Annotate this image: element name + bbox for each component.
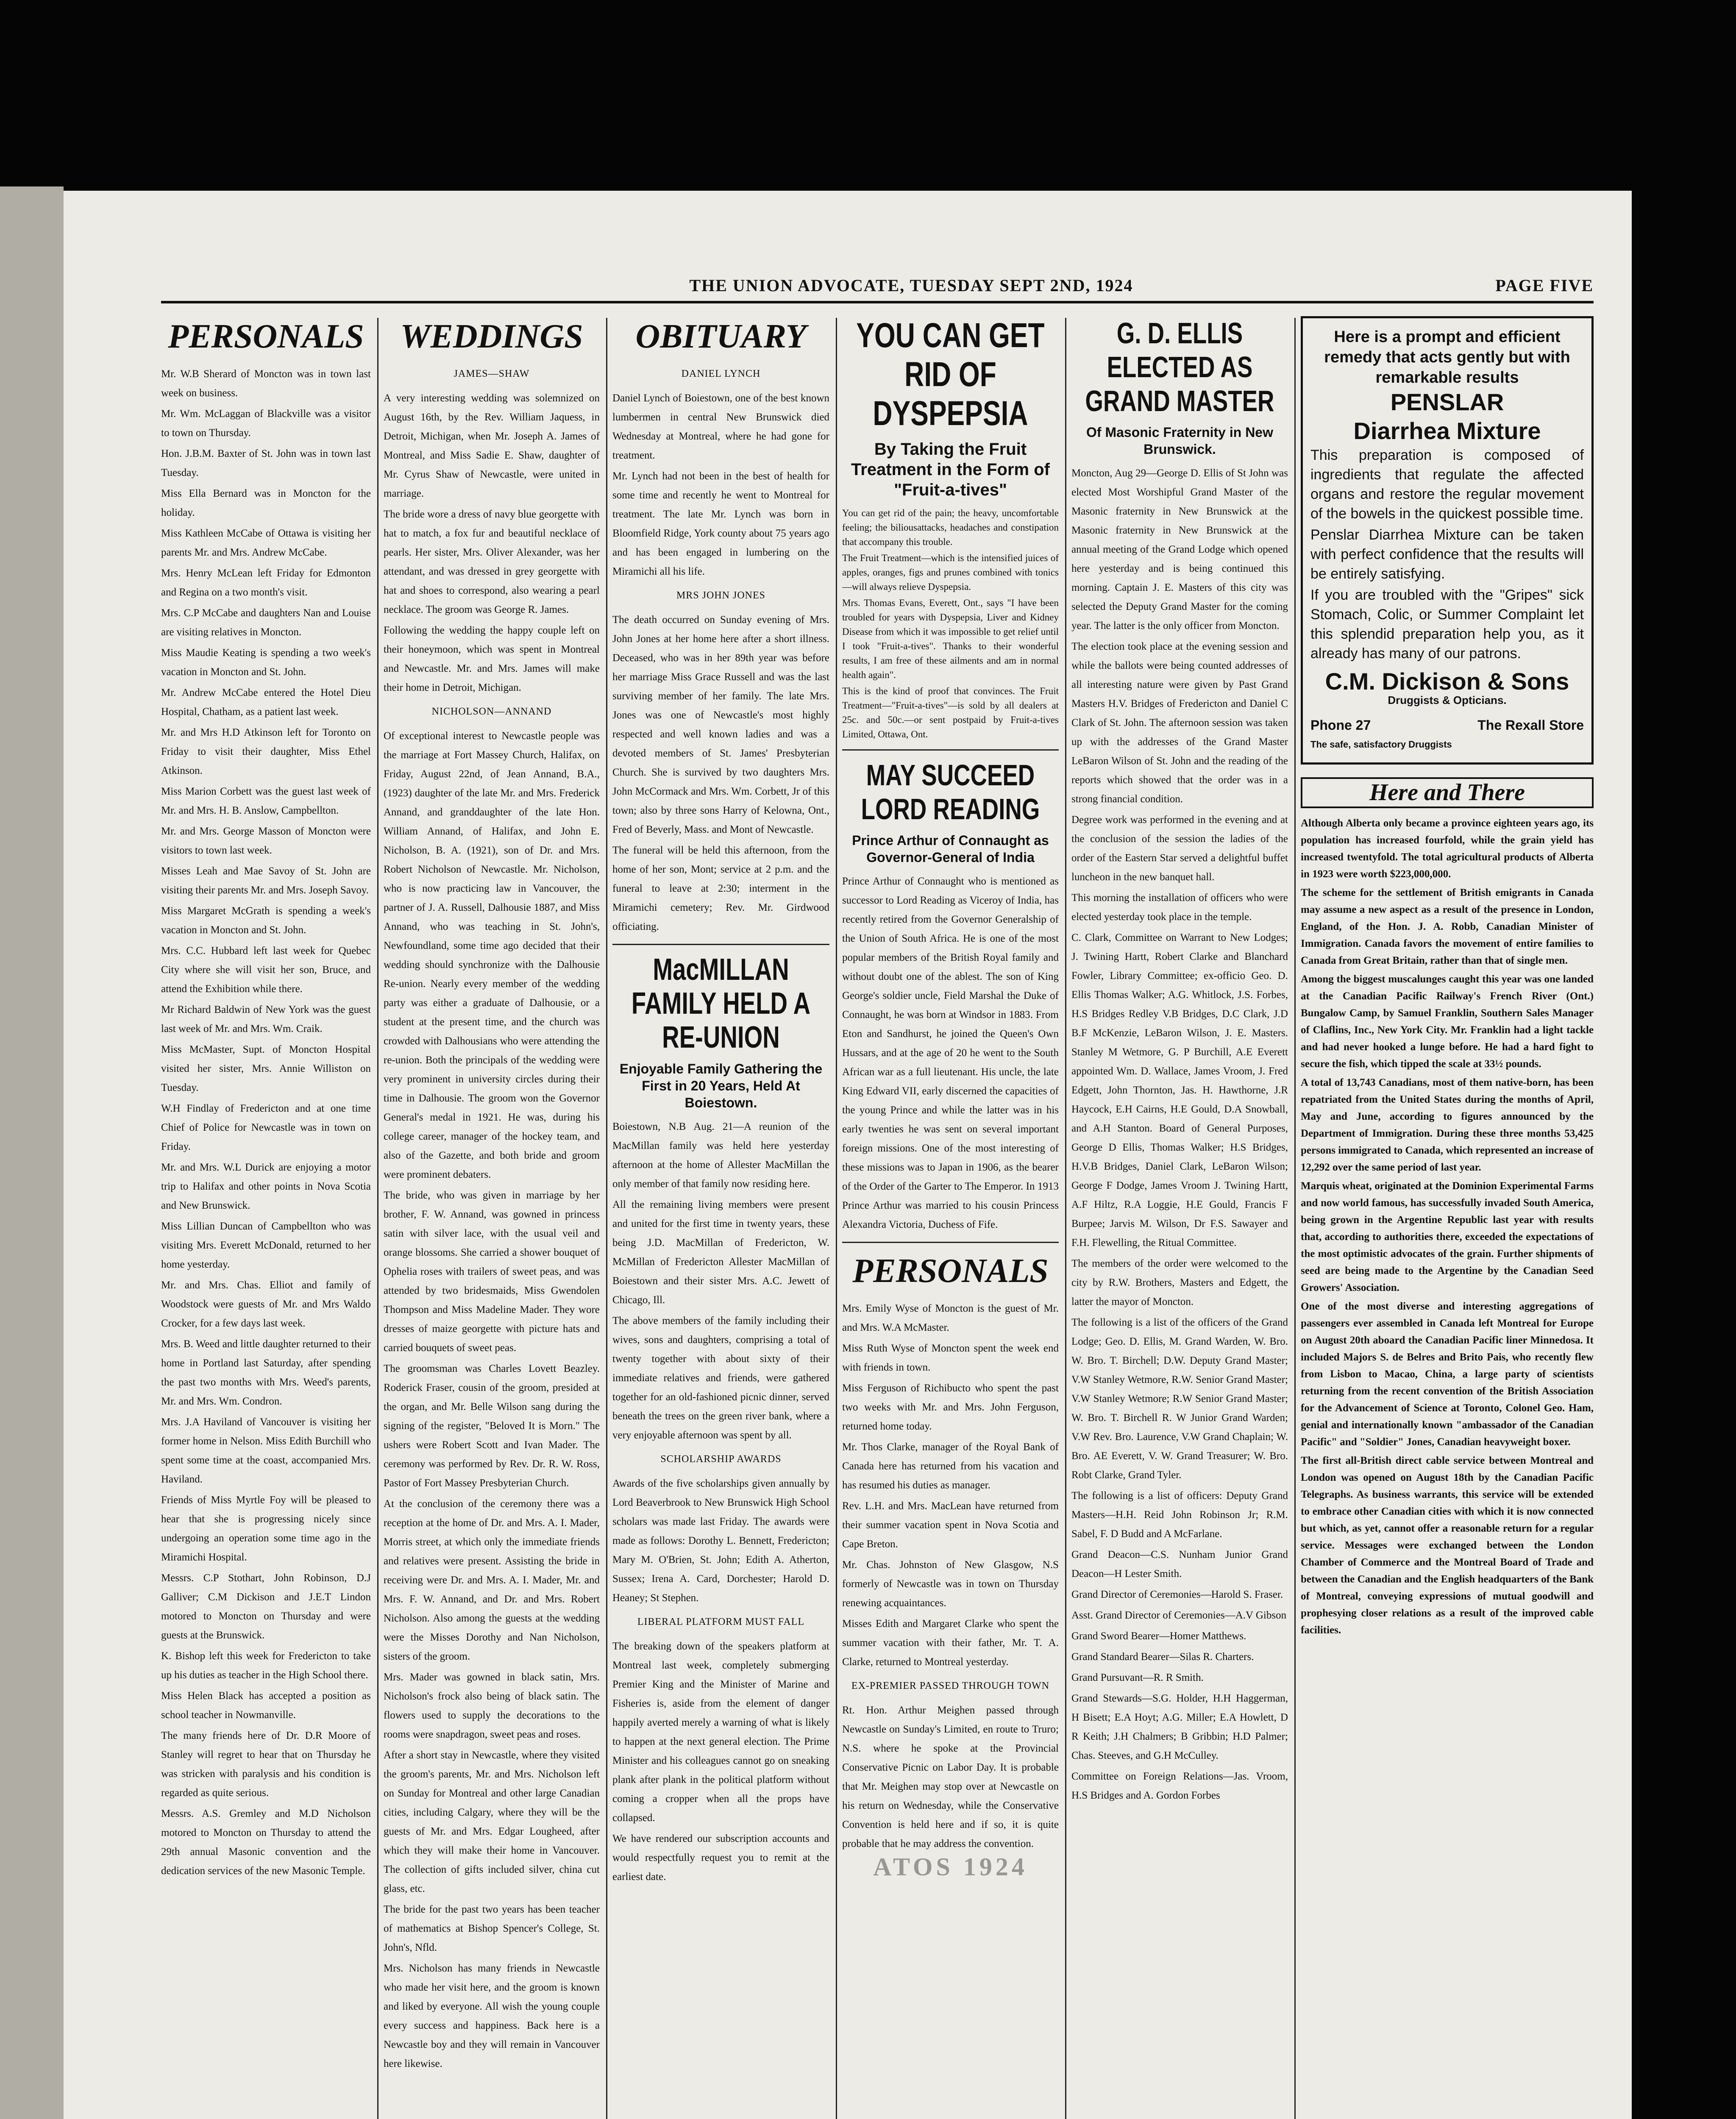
personal-item: Miss Lillian Duncan of Campbellton who was visiting Mrs. Everett McDonald, returned to her home yesterday. — [161, 1221, 371, 1270]
personal-item: Mrs. C.P McCabe and daughters Nan and Louise are visiting relatives in Moncton. — [161, 607, 371, 638]
ad-body: Penslar Diarrhea Mixture can be taken with perfect confidence that the results will be entirely satisfying. — [1310, 527, 1584, 582]
obituary-paragraph: Mr. Lynch had not been in the best of health for some time and recently he went to Montreal for treatment. The late Mr. Lynch was born in Bloomfield Ridge, York county about 75 years ago and has been engaged in lumbering on the Miramichi all his life. — [612, 470, 829, 577]
column-divider — [836, 318, 837, 2119]
dyspepsia-paragraph: Mrs. Thomas Evans, Everett, Ont., says "I have been troubled for years with Dyspepsia, Liver and Kidney Disease from which it was impossible to get relief until I took "Fruit-a-tives". Thanks to their wonderful results, I am free of these ailments and am in normal health again". — [842, 598, 1059, 680]
personals-list — [161, 364, 371, 1880]
wedding-paragraph: The bride, who was given in marriage by her brother, F. W. Annand, was gowned in princess satin with silver lace, with the usual veil and orange blossoms. She carried a shower bouquet of Ophelia roses with trailers of sweet peas, and was attended by two bridesmaids, Miss Gwendolen Thompson and Miss Madeline Mader. They wore dresses of maize georgette with picture hats and carried bouquets of sweet peas. — [384, 1190, 600, 1354]
grandmaster-story — [1071, 464, 1288, 1805]
personal-item: Miss Maudie Keating is spending a two week's vacation in Moncton and St. John. — [161, 647, 371, 678]
personal-item: K. Bishop left this week for Fredericton to take up his duties as teacher in the High School there. — [161, 1650, 371, 1681]
grandmaster-paragraph: This morning the installation of officers who were elected yesterday took place in the temple. — [1071, 892, 1288, 923]
grandmaster-paragraph: The members of the order were welcomed to the city by R.W. Brothers, Masters and Edgett, the latter the mayor of Moncton. — [1071, 1258, 1288, 1307]
here-there-heading: Here and There — [1301, 777, 1594, 808]
personal-item: Misses Edith and Margaret Clarke who spent the summer vacation with their father, Mr. T. A. Clarke, returned to Montreal yesterday. — [842, 1618, 1059, 1668]
wedding-paragraph: After a short stay in Newcastle, where they visited the groom's parents, Mr. and Mrs. Nicholson left on Sunday for Montreal and other large Canadian cities, including Calgary, where they will be the guests of Mr. and Mrs. Edgar Lougheed, after which they will make their home in Vancouver. The collection of gifts included silver, china cut glass, etc. — [384, 1749, 600, 1894]
obituary-paragraph: Daniel Lynch of Boiestown, one of the best known lumbermen in central New Brunswick died Wednesday at Montreal, where he had gone for treatment. — [612, 392, 829, 461]
platform-story — [612, 1637, 829, 1827]
grandmaster-paragraph: Grand Stewards—S.G. Holder, H.H Haggerman, H Bisett; E.A Hoyt; A.G. Miller; E.A Howlett, D R Keith; J.H Chalmers; B Gribbin; H.D Palmer; Chas. Steeves, and G.H McCulley. — [1071, 1693, 1288, 1761]
wedding-paragraph: The groomsman was Charles Lovett Beazley. Roderick Fraser, cousin of the groom, presided at the organ, and Mr. Belle Wilson sang during the signing of the register, "Beloved It is Morn." The ushers were Robert Scott and Ivan Mader. The ceremony was performed by Rev. Dr. R. W. Ross, Pastor of Fort Massey Presbyterian Church. — [384, 1363, 600, 1489]
personals2-heading: PERSONALS — [852, 1252, 1049, 1290]
obituary-subhead: DANIEL LYNCH — [681, 368, 761, 379]
scholarship-story — [612, 1474, 829, 1607]
reading-headline: MAY SUCCEED LORD READING — [861, 759, 1040, 826]
dyspepsia-deck: By Taking the Fruit Treatment in the Form of "Fruit-a-tives" — [851, 440, 1050, 499]
personal-item: Mr. Thos Clarke, manager of the Royal Bank of Canada here has returned from his vacation and has resumed his duties as manager. — [842, 1441, 1059, 1491]
grandmaster-paragraph: The election took place at the evening session and while the ballots were being counted addresses of all interesting nature were given by Past Grand Masters H.V. Bridges of Fredericton and Daniel C Clark of St. John. The afternoon session was taken up with the addresses of the Grand Master LeBaron Wilson of St. John and the reading of the reports which showed that the order was in a strong financial condition. — [1071, 641, 1288, 805]
grandmaster-paragraph: Grand Standard Bearer—Silas R. Charters. — [1071, 1651, 1254, 1663]
dyspepsia-paragraph: This is the kind of proof that convinces. The Fruit Treatment—"Fruit-a-tives"—is sold by all dealers at 25c. and 50c.—or sent postpaid by Fruit-a-tives Limited, Ottawa, Ont. — [842, 686, 1059, 740]
personal-item: Mrs. Emily Wyse of Moncton is the guest of Mr. and Mrs. W.A McMaster. — [842, 1303, 1059, 1333]
obituary-story — [612, 389, 829, 581]
newspaper-page — [64, 191, 1632, 2119]
here-there-paragraph: A total of 13,743 Canadians, most of them native-born, has been repatriated from the United States during the months of April, May and June, according to figures announced by the Department of Immigration. During these three months 53,425 persons immigrated to Canada, which represented an increase of 12,292 over the same period of last year. — [1301, 1077, 1594, 1173]
wedding-paragraph: The bride wore a dress of navy blue georgette with hat to match, a fox fur and beautiful necklace of pearls. Her sister, Mrs. Oliver Alexander, was her attendant, and was dressed in grey georgette with hat and shoes to correspond, also wearing a pearl necklace. The groom was George R. James. — [384, 509, 600, 615]
ad-intro: Here is a prompt and efficient remedy that acts gently but with remarkable results — [1324, 328, 1570, 387]
column-obituary — [612, 316, 829, 2119]
reunion-story — [612, 1117, 829, 1445]
personal-item: Mr. and Mrs H.D Atkinson left for Toronto on Friday to visit their daughter, Miss Ethel Atkinson. — [161, 727, 371, 776]
wedding-subhead: NICHOLSON—ANNAND — [431, 706, 552, 717]
personal-item: Messrs. A.S. Gremley and M.D Nicholson motored to Moncton on Thursday to attend the 29th annual Masonic convention and the dedication services of the new Masonic Temple. — [161, 1808, 371, 1877]
personal-item: Miss Ella Bernard was in Moncton for the holiday. — [161, 488, 371, 518]
grandmaster-deck: Of Masonic Fraternity in New Brunswick. — [1086, 425, 1273, 457]
ad-footer — [1310, 716, 1584, 735]
here-there-paragraph: Among the biggest muscalunges caught this year was one landed at the Canadian Pacific Railway's French River (Ont.) Bungalow Camp, by Samuel Franklin, Southern Sales Manager of Claflins, Inc., New York City. Mr. Franklin had a light tackle and had never hooked a lunge before. He had a hard fight to secure the fish, which tipped the scale at 33½ pounds. — [1301, 973, 1594, 1070]
personal-item: Miss Ruth Wyse of Moncton spent the week end with friends in town. — [842, 1343, 1059, 1373]
penslar-ad — [1301, 316, 1594, 765]
ad-product: Diarrhea Mixture — [1353, 417, 1541, 444]
premier-story — [842, 1701, 1059, 1853]
reunion-deck: Enjoyable Family Gathering the First in 20 Years, Held At Boiestown. — [619, 1061, 823, 1110]
grandmaster-headline: G. D. ELLIS ELECTED AS GRAND MASTER — [1085, 317, 1274, 417]
personal-item: Mr. Wm. McLaggan of Blackville was a visitor to town on Thursday. — [161, 408, 371, 439]
wedding-story — [384, 389, 600, 697]
grandmaster-paragraph: Committee on Foreign Relations—Jas. Vroom, H.S Bridges and A. Gordon Forbes — [1071, 1771, 1288, 1801]
personal-item: Mrs. C.C. Hubbard left last week for Quebec City where she will visit her son, Bruce, and attend the Exhibition while there. — [161, 945, 371, 995]
divider-line — [842, 1242, 1059, 1243]
wedding-paragraph: Following the wedding the happy couple left on their honeymoon, which was spent in Montreal and Newcastle. Mr. and Mrs. James will make their home in Detroit, Michigan. — [384, 625, 600, 693]
personal-item: Miss Helen Black has accepted a position as school teacher in Nowmanville. — [161, 1690, 371, 1721]
grandmaster-paragraph: Grand Deacon—C.S. Nunham Junior Grand Deacon—H Lester Smith. — [1071, 1549, 1288, 1580]
reading-story — [842, 872, 1059, 1234]
personal-item: Miss Marion Corbett was the guest last week of Mr. and Mrs. H. B. Anslow, Campbellton. — [161, 786, 371, 816]
grandmaster-paragraph: Grand Sword Bearer—Homer Matthews. — [1071, 1630, 1246, 1642]
personal-item: Mr Richard Baldwin of New York was the guest last week of Mr. and Mrs. Wm. Craik. — [161, 1004, 371, 1034]
reunion-paragraph: All the remaining living members were present and united for the first time in twenty years, these being J.D. MacMillan of Fredericton, W. McMillan of Fredericton Allester MacMillan of Boiestown and their sister Mrs. A.C. Jewett of Chicago, Ill. — [612, 1199, 829, 1306]
personal-item: Mrs. Henry McLean left Friday for Edmonton and Regina on a two month's visit. — [161, 567, 371, 598]
obituary-story — [612, 610, 829, 936]
ink-stamp: ATOS 1924 — [873, 1853, 1028, 1881]
grandmaster-paragraph: Grand Director of Ceremonies—Harold S. Fraser. — [1071, 1589, 1283, 1600]
column-weddings — [384, 316, 600, 2119]
page-header — [161, 275, 1594, 301]
here-there-paragraph: One of the most diverse and interesting aggregations of passengers ever assembled in Canada left Montreal for Europe on August 20th aboard the Canadian Pacific liner Minnedosa. It included Majors S. de Belres and Brito Pais, who recently flew from Lisbon to Macao, China, a large party of scientists returning from the recent convention of the British Association for the Advancement of Science at Toronto, Colonel Geo. Ham, genial and internationally known "ambassador of the Canadian Pacific" and "Soldier" Jones, Canadian heavyweight boxer. — [1301, 1301, 1594, 1448]
personal-item: Misses Leah and Mae Savoy of St. John are visiting their parents Mr. and Mrs. Joseph Savoy. — [161, 865, 371, 896]
subscription-paragraph: We have rendered our subscription accounts and would respectfully request you to remit at the earliest date. — [612, 1833, 829, 1883]
column-six — [1301, 316, 1594, 2119]
column-divider — [606, 318, 607, 2119]
reunion-paragraph: Boiestown, N.B Aug. 21—A reunion of the MacMillan family was held here yesterday afternoon at the home of Allester MacMillan the only member of that family now residing here. — [612, 1121, 829, 1190]
dyspepsia-paragraph: The Fruit Treatment—which is the intensified juices of apples, oranges, figs and prunes combined with tonics—will always relieve Dyspepsia. — [842, 553, 1059, 592]
personal-item: Mr. Chas. Johnston of New Glasgow, N.S formerly of Newcastle was in town on Thursday renewing acquaintances. — [842, 1559, 1059, 1609]
personal-item: Rev. L.H. and Mrs. MacLean have returned from their summer vacation spent in Nova Scotia and Cape Breton. — [842, 1500, 1059, 1550]
grandmaster-paragraph: C. Clark, Committee on Warrant to New Lodges; J. Twining Hartt, Robert Clarke and Blanchard Fowler, Library Committee; ex-officio Geo. D. Ellis Thomas Walker; A.G. Whitlock, J.S. Forbes, H.S Bridges Redley V.B Bridges, D.C Clark, J.D B.F McKenzie, LeBaron Wilson, J. E. Masters. Stanley M Wetmore, G. P Burchill, A.E Everett appointed Wm. D. Wallace, James Vroom, J. Fred Edgett, John Thornton, Jas. H. Hawthorne, J.R Haycock, E.H Cairns, H.E Gould, D.A Snowball, and A.H Stanton. Board of General Purposes, George D Ellis, Thomas Walker; H.S Bridges, H.V.B Bridges, Daniel Clark, LeBaron Wilson; George F Dodge, James Vroom J. Twining Hartt, A.F Hiltz, R.A Loggie, H.E Gould, Francis F Burpee; Jarvis M. Wilson, Dr F.S. Sawayer and F.H. Flewelling, the Ritual Committee. — [1071, 932, 1288, 1249]
platform-paragraph: The breaking down of the speakers platform at Montreal last week, completely submerging Premier King and the Minister of Marine and Fisheries is, aside from the element of danger happily averted merely a warning of what is likely to happen at the next general election. The Prime Minister and his colleagues cannot go on sneaking plank after plank in the political platform without coming a cropper when all the props have collapsed. — [612, 1641, 829, 1824]
ad-body: If you are troubled with the "Gripes" sick Stomach, Colic, or Summer Complaint let this splendid preparation help you, as it already has many of our patrons. — [1310, 587, 1584, 662]
personals2-list — [842, 1299, 1059, 1671]
divider-line — [612, 944, 829, 945]
ad-body: This preparation is composed of ingredients that regulate the affected organs and restore the regular movement of the bowels in the quickest possible time. — [1310, 447, 1584, 522]
reading-paragraph: Prince Arthur of Connaught who is mentioned as successor to Lord Reading as Viceroy of India, has recently retired from the Governor Generalship of the Union of South Africa. He is one of the most popular members of the British Royal family and without doubt one of the ablest. The son of King George's soldier uncle, Field Marshal the Duke of Connaught, he was born at Windsor in 1883. From Eton and Sandhurst, he joined the Queen's Own Hussars, and at the age of 20 he went to the South African war as a full lieutenant. His uncle, the late King Edward VII, early discerned the capacities of the young Prince and while the latter was in his early twenties he was sent on several important foreign missions. One of the most interesting of these missions was to Japan in 1906, as the bearer of the Order of the Garter to The Emperor. In 1913 Prince Arthur was married to his cousin Princess Alexandra Victoria, Duchess of Fife. — [842, 876, 1059, 1230]
here-there-paragraph: Marquis wheat, originated at the Dominion Experimental Farms and now world famous, has successfully invaded South America, being grown in the Argentine Republic last year with results that, according to authorities there, exceeded the expectations of the most optimistic advocates of the grain. Further shipments of seed are being made to the Argentine by the Canadian Seed Growers' Association. — [1301, 1180, 1594, 1293]
header-rule — [161, 301, 1594, 303]
divider-line — [842, 749, 1059, 751]
personal-item: Miss Ferguson of Richibucto who spent the past two weeks with Mr. and Mrs. John Ferguson, returned home today. — [842, 1382, 1059, 1432]
personal-item: Messrs. C.P Stothart, John Robinson, D.J Galliver; C.M Dickison and J.E.T Lindon motored to Moncton on Thursday and were guests at the Brunswick. — [161, 1572, 371, 1641]
ad-seller: C.M. Dickison & Sons — [1325, 668, 1569, 695]
grandmaster-paragraph: Grand Pursuvant—R. R Smith. — [1071, 1672, 1204, 1683]
grandmaster-paragraph: Moncton, Aug 29—George D. Ellis of St John was elected Most Worshipful Grand Master of the Masonic fraternity in New Brunswick at the Masonic fraternity in New Brunswick at the annual meeting of the Grand Lodge which opened here yesterday and is being continued this morning. Captain J. E. Masters of this city was selected the Deputy Grand Master for the coming year. The latter is the only officer from Moncton. — [1071, 467, 1288, 631]
personal-item: Mr. W.B Sherard of Moncton was in town last week on business. — [161, 368, 371, 399]
scholarship-subhead: SCHOLARSHIP AWARDS — [660, 1454, 782, 1465]
column-divider — [1065, 318, 1066, 2119]
reunion-headline: MacMILLAN FAMILY HELD A RE-UNION — [631, 953, 811, 1054]
grandmaster-paragraph: Asst. Grand Director of Ceremonies—A.V Gibson — [1071, 1610, 1287, 1621]
obituary-paragraph: The death occurred on Sunday evening of Mrs. John Jones at her home here after a short illness. Deceased, who was in her 89th year was before her marriage Miss Grace Russell and was the last surviving member of her family. The late Mrs. Jones was one of Newcastle's most highly respected and well known ladies and was a devoted members of St. James' Presbyterian Church. She is survived by two daughters Mrs. John McCormack and Mrs. Wm. Corbett, Jr of this town; also by three sons Harry of Kelowna, Ont., Fred of Beverly, Mass. and Mont of Newcastle. — [612, 614, 829, 835]
masthead: THE UNION ADVOCATE, TUESDAY SEPT 2ND, 1924 — [689, 276, 1133, 295]
obituary-subhead: MRS JOHN JONES — [676, 590, 766, 601]
obituary-paragraph: The funeral will be held this afternoon, from the home of her son, Mont; service at 2 p.m. and the funeral to leave at 2:30; interment in the Miramichi cemetery; Rev. Mr. Girdwood officiating. — [612, 845, 829, 932]
column-divider — [377, 318, 378, 2119]
ad-store: The Rexall Store — [1477, 717, 1584, 733]
here-there-paragraph: The scheme for the settlement of British emigrants in Canada may assume a new aspect as a result of the presence in London, England, of the Hon. J. A. Robb, Canadian Minister of Immigration. Canada favors the movement of entire families to Canada from Great Britain, rather than that of single men. — [1301, 887, 1594, 966]
column-grandmaster — [1071, 316, 1288, 2119]
wedding-paragraph: Mrs. Mader was gowned in black satin, Mrs. Nicholson's frock also being of black satin. The flowers used to supply the decorations to the rooms were snapdragon, sweet peas and roses. — [384, 1671, 600, 1740]
dyspepsia-body — [842, 506, 1059, 742]
ad-brand: PENSLAR — [1390, 389, 1504, 415]
personals-heading: PERSONALS — [168, 318, 364, 355]
scan-edge — [0, 186, 64, 2119]
column-four — [842, 316, 1059, 2119]
wedding-paragraph: The bride for the past two years has been teacher of mathematics at Bishop Spencer's College, St. John's, Nfld. — [384, 1904, 600, 1953]
personal-item: Mrs. J.A Haviland of Vancouver is visiting her former home in Nelson. Miss Edith Burchill who spent some time at the coast, accompanied Mrs. Haviland. — [161, 1416, 371, 1485]
scholarship-paragraph: Awards of the five scholarships given annually by Lord Beaverbrook to New Brunswick High School scholars was made last Friday. The awards were made as follows: Dorothy L. Bennett, Fredericton; Mary M. O'Brien, St. John; Edith A. Atherton, Sussex; Irena A. Card, Dorchester; Harold D. Heaney; St Stephen. — [612, 1478, 829, 1604]
grandmaster-paragraph: The following is a list of officers: Deputy Grand Masters—H.H. Reid John Robinson Jr; R.M. Sabel, F. D Budd and A McFarlane. — [1071, 1490, 1288, 1540]
here-there-body — [1301, 815, 1594, 1639]
column-divider — [1294, 318, 1296, 2119]
wedding-paragraph: Mrs. Nicholson has many friends in Newcastle who made her visit here, and the groom is known and liked by everyone. All wish the young couple every success and happiness. Back here is a Newcastle boy and they will remain in Vancouver here likewise. — [384, 1963, 600, 2069]
ad-tagline: The safe, satisfactory Druggists — [1310, 739, 1452, 750]
personal-item: The many friends here of Dr. D.R Moore of Stanley will regret to hear that on Thursday he was stricken with paralysis and his condition is regarded as quite serious. — [161, 1730, 371, 1799]
personal-item: W.H Findlay of Fredericton and at one time Chief of Police for Newcastle was in town on Friday. — [161, 1103, 371, 1152]
platform-subhead: LIBERAL PLATFORM MUST FALL — [637, 1616, 805, 1627]
personal-item: Mr. and Mrs. Chas. Elliot and family of Woodstock were guests of Mr. and Mrs Waldo Crocker, for a few days last week. — [161, 1279, 371, 1329]
personal-item: Friends of Miss Myrtle Foy will be pleased to hear that she is progressing nicely since undergoing an operation some time ago in the Miramichi Hospital. — [161, 1494, 371, 1563]
wedding-paragraph: A very interesting wedding was solemnized on August 16th, by the Rev. William Jaquess, in Detroit, Michigan, when Mr. Joseph A. James of Montreal, and Miss Sadie E. Shaw, daughter of Mr. Cyrus Shaw of Newcastle, were united in marriage. — [384, 392, 600, 499]
personal-item: Mr. and Mrs. W.L Durick are enjoying a motor trip to Halifax and other points in Nova Scotia and New Brunswick. — [161, 1162, 371, 1211]
wedding-subhead: JAMES—SHAW — [453, 368, 530, 379]
personal-item: Hon. J.B.M. Baxter of St. John was in town last Tuesday. — [161, 448, 371, 478]
subscription-notice — [612, 1829, 829, 1886]
ad-seller-sub: Druggists & Opticians. — [1388, 694, 1507, 706]
personal-item: Mr. Andrew McCabe entered the Hotel Dieu Hospital, Chatham, as a patient last week. — [161, 687, 371, 717]
wedding-paragraph: At the conclusion of the ceremony there was a reception at the home of Dr. and Mrs. A. I. Mader, Morris street, at which only the immediate friends and relatives were present. Assisting the bride in receiving were Dr. and Mrs. A. I. Mader, Mr. and Mrs. F. W. Annand, and Dr. and Mrs. Robert Nicholson. Also among the guests at the wedding were the Misses Dorothy and Nan Nicholson, sisters of the groom. — [384, 1498, 600, 1662]
column-personals — [161, 316, 371, 2119]
ad-phone: Phone 27 — [1310, 717, 1371, 733]
wedding-paragraph: Of exceptional interest to Newcastle people was the marriage at Fort Massey Church, Halifax, on Friday, August 22nd, of Jean Annand, B.A., (1923) daughter of the late Mr. and Mrs. Frederick Annand, and granddaughter of the late Hon. William Annand, of Halifax, and John E. Nicholson, B. A. (1921), son of Dr. and Mrs. Robert Nicholson of Newcastle. Mr. Nicholson, who is now practicing law in Vancouver, the partner of J. A. Russell, Dalhousie 1887, and Miss Annand, who was teaching in St. John's, Newfoundland, some time ago decided that their wedding should synchronize with the Dalhousie Re-union. Nearly every member of the wedding party was either a graduate of Dalhousie, or a student at the present time, and the church was crowded with Dalhousians who were attending the re-union. Both the principals of the wedding were very prominent in university circles during their time in Dalhousie. The groom won the Governor General's medal in 1921. He was, during his college career, manager of the hockey team, and also of the Gazette, and both bride and groom were prominent debaters. — [384, 730, 600, 1180]
here-there-paragraph: Although Alberta only became a province eighteen years ago, its population has increased fourfold, while the grain yield has increased twentyfold. The total agricultural products of Alberta in 1923 were worth $223,000,000. — [1301, 818, 1594, 880]
reunion-paragraph: The above members of the family including their wives, sons and daughters, comprising a total of twenty together with about sixty of their immediate relatives and friends, were gathered together for an old-fashioned picnic dinner, served beneath the trees on the green river bank, where a very enjoyable afternoon was spent by all. — [612, 1315, 829, 1441]
reading-deck: Prince Arthur of Connaught as Governor-General of India — [852, 833, 1049, 865]
dyspepsia-headline: YOU CAN GET RID OF DYSPEPSIA — [856, 316, 1045, 433]
personal-item: Mr. and Mrs. George Masson of Moncton were visitors to town last week. — [161, 826, 371, 856]
premier-subhead: EX-PREMIER PASSED THROUGH TOWN — [851, 1680, 1050, 1691]
personal-item: Mrs. B. Weed and little daughter returned to their home in Portland last Saturday, after spending the past two months with Mrs. Weed's parents, Mr. and Mrs. Wm. Condron. — [161, 1338, 371, 1407]
personal-item: Miss Kathleen McCabe of Ottawa is visiting her parents Mr. and Mrs. Andrew McCabe. — [161, 528, 371, 558]
grandmaster-paragraph: The following is a list of the officers of the Grand Lodge; Geo. D. Ellis, M. Grand Warden, W. Bro. W. Bro. T. Birchell; D.W. Deputy Grand Master; V.W Stanley Wetmore, R.W. Senior Grand Master; V.W Stanley Wetmore; R.W Senior Grand Master; W. Bro. T. Birchell R. W Junior Grand Warden; V.W Rev. Bro. Laurence, V.W Grand Chaplain; W. Bro. AE Everett, V. W. Grand Treasurer; W. Bro. Robt Clarke, Grand Tyler. — [1071, 1317, 1288, 1481]
weddings-heading: WEDDINGS — [400, 318, 583, 355]
personal-item: Miss McMaster, Supt. of Moncton Hospital visited her sister, Mrs. Annie Williston on Tuesday. — [161, 1044, 371, 1093]
obituary-heading: OBITUARY — [635, 318, 807, 355]
dyspepsia-paragraph: You can get rid of the pain; the heavy, uncomfortable feeling; the biliousattacks, headaches and constipation that accompany this trouble. — [842, 508, 1059, 547]
personal-item: Miss Margaret McGrath is spending a week's vacation in Moncton and St. John. — [161, 905, 371, 936]
premier-paragraph: Rt. Hon. Arthur Meighen passed through Newcastle on Sunday's Limited, en route to Truro; N.S. where he spoke at the Provincial Conservative Picnic on Labor Day. It is probable that Mr. Meighen may stop over at Newcastle on his return on Wednesday, while the Conservative Convention is held here and if so, it is quite probable that he may address the convention. — [842, 1705, 1059, 1849]
here-there-paragraph: The first all-British direct cable service between Montreal and London was opened on August 18th by the Canadian Pacific Telegraphs. As business warrants, this service will be extended to embrace other Canadian cities with which it is now connected but which, as yet, cannot offer a reasonable return for a regular service. Messages were exchanged between the London Chamber of Commerce and the Montreal Board of Trade and between the Canadian and the English headquarters of the Bank of Montreal, conveying expressions of mutual goodwill and prophesying closer relations as a result of the improved cable facilities. — [1301, 1455, 1594, 1636]
page-number: PAGE FIVE — [1495, 276, 1594, 295]
grandmaster-paragraph: Degree work was performed in the evening and at the conclusion of the session the ladies of the order of the Eastern Star served a delightful buffet luncheon in the new banquet hall. — [1071, 814, 1288, 883]
wedding-story — [384, 726, 600, 2073]
